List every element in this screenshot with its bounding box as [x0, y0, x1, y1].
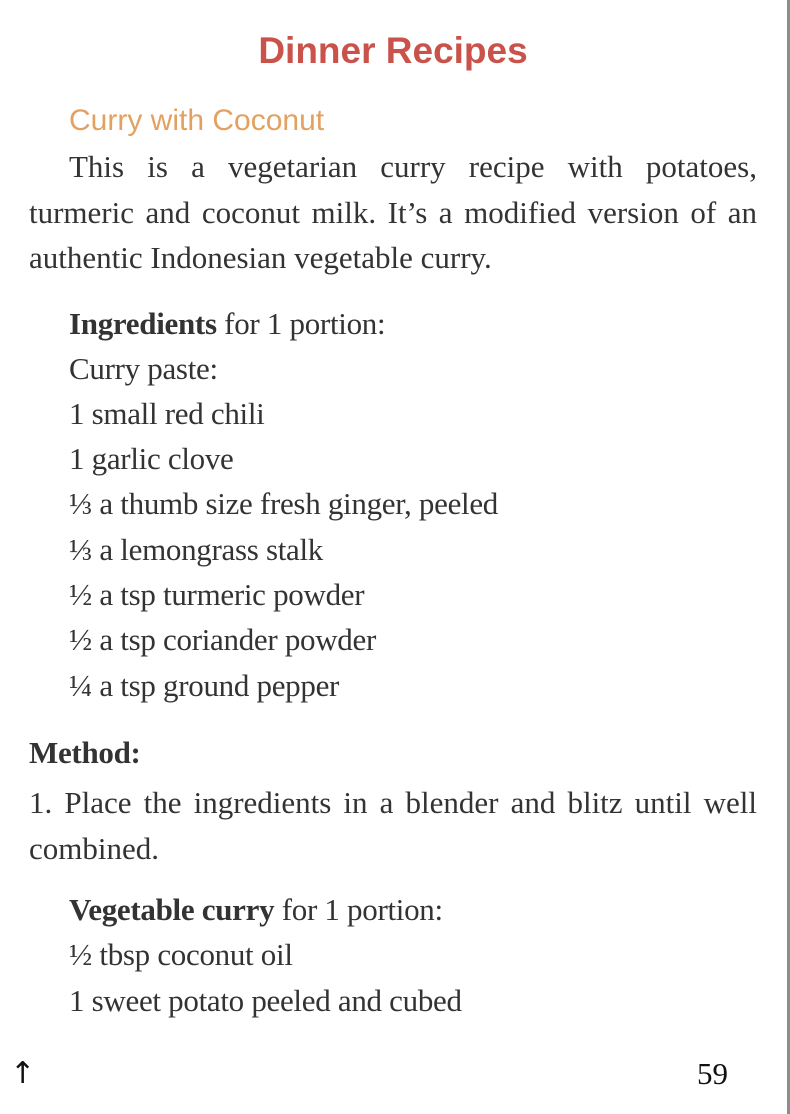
- ingredient-item: ½ a tsp turmeric powder: [69, 577, 365, 612]
- ingredients-heading-bold: Ingredients: [69, 306, 217, 341]
- method-heading: Method:: [29, 735, 141, 770]
- page-number: 59: [697, 1056, 728, 1091]
- method-step: 1. Place the ingredients in a blender and blitz until well combined.: [29, 785, 757, 866]
- recipe-intro: This is a vegetarian curry recipe with potatoes, turmeric and coconut milk. It’s a modified version of an authentic Indonesian vegetable curry.: [29, 149, 757, 275]
- ingredient-item: ⅓ a thumb size fresh ginger, peeled: [69, 486, 498, 521]
- ingredient-item: 1 small red chili: [69, 396, 265, 431]
- up-arrow-icon[interactable]: ↑: [10, 1056, 36, 1091]
- vegetable-curry-heading-bold: Vegetable curry: [69, 892, 275, 927]
- chapter-title: Dinner Recipes: [258, 30, 528, 71]
- vegetable-item: ½ tbsp coconut oil: [69, 937, 293, 972]
- ingredient-item: ¼ a tsp ground pepper: [69, 668, 340, 703]
- ingredient-item: ½ a tsp coriander powder: [69, 622, 376, 657]
- ingredients-heading-rest: for 1 portion:: [216, 306, 386, 341]
- ingredient-item: 1 garlic clove: [69, 441, 234, 476]
- vegetable-item: 1 sweet potato peeled and cubed: [69, 983, 462, 1018]
- recipe-title: Curry with Coconut: [69, 104, 325, 137]
- curry-paste-label: Curry paste:: [69, 351, 218, 386]
- vegetable-curry-heading: [69, 890, 443, 930]
- ingredient-item: ⅓ a lemongrass stalk: [69, 532, 324, 567]
- ingredients-heading: [69, 304, 385, 344]
- vegetable-curry-heading-rest: for 1 portion:: [274, 892, 443, 927]
